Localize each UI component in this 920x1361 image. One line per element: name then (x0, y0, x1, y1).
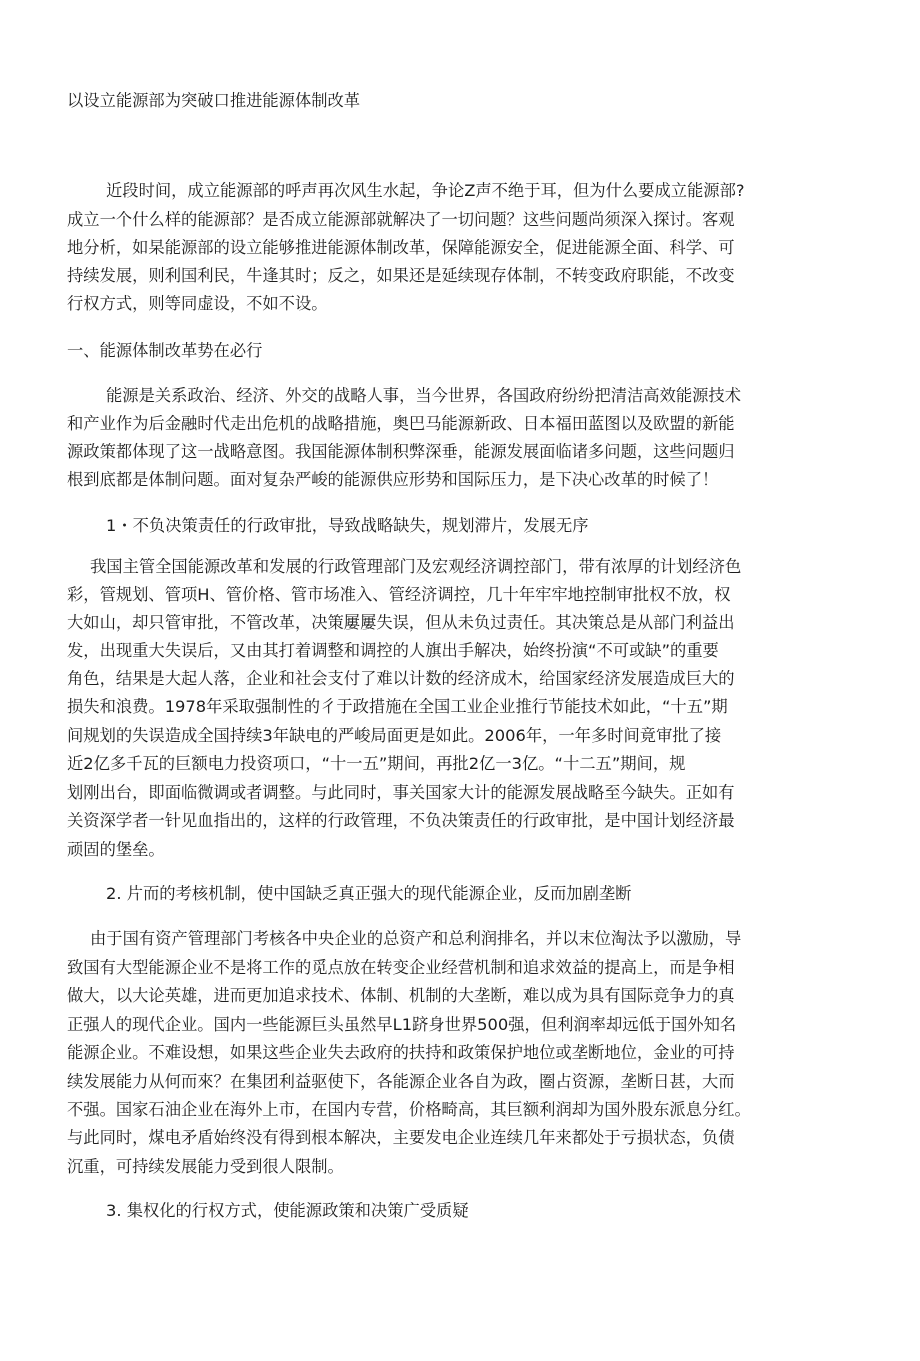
paragraph-line: 大如山，却只管审批，不管改革，决策屢屢失误，但从未负过责任。其决策总是从部门利益出 (67, 613, 735, 632)
paragraph-line: 续发展能力从何而來？在集团利益驱使下，各能源企业各自为政，圈占资源，垄断日甚，大而 (67, 1072, 735, 1091)
paragraph-line: 近2亿多千瓦的巨额电力投资项口，“十一五”期间，再批2亿一3亿。“十二五”期间，规 (67, 754, 686, 773)
paragraph-line: 彩，管规划、管项H、管价格、管市场准入、管经济调控，几十年牢牢地控制审批权不放，权 (67, 585, 731, 604)
paragraph-line: 近段时间，成立能源部的呼声再次风生水起，争论Z声不绝于耳，但为什么要成立能源部? (106, 181, 745, 200)
subsection-heading: 3. 集权化的行权方式，使能源政策和决策广受质疑 (106, 1201, 469, 1220)
paragraph-line: 持续发展，则利国利民，牛逢其时；反之，如果还是延续现存体制，不转变政府职能，不改变 (67, 266, 735, 285)
paragraph-line: 致国有大型能源企业不是将工作的觅点放在转变企业经营机制和追求效益的提高上，而是争相 (67, 958, 735, 977)
paragraph-line: 行权方式，则等同虚设，不如不设。 (67, 294, 328, 313)
paragraph-line: 由于国有资产管理部门考核各中央企业的总资产和总利润排名，并以末位淘汰予以激励，导 (90, 929, 742, 948)
paragraph-line: 能源是关系政治、经济、外交的战略人事，当今世界，各国政府纷纷把清洁高效能源技术 (106, 386, 741, 405)
paragraph-line: 发，出现重大失误后，又由其打着调整和调控的人旗出手解决，始终扮演“不可或缺”的重要 (67, 641, 719, 660)
paragraph-line: 角色，结果是大起人落，企业和社会支付了难以计数的经济成木，给国家经济发展造成巨大的 (67, 669, 735, 688)
paragraph-line: 成立一个什么样的能源部？是否成立能源部就解决了一切问题？这些问题尚须深入探讨。客观 (67, 210, 735, 229)
paragraph-line: 根到底都是体制问题。面对复杂严峻的能源供应形势和国际压力，是下决心改革的时候了！ (67, 470, 719, 489)
section-heading: 一、能源体制改革势在必行 (67, 341, 263, 360)
subsection-heading: 2. 片而的考核机制，使中国缺乏真正强大的现代能源企业，反而加剧垄断 (106, 884, 632, 903)
paragraph-line: 正强人的现代企业。国内一些能源巨头虽然早L1跻身世界500强，但利润率却远低于国外知名 (67, 1015, 737, 1034)
paragraph-line: 我国主管全国能源改革和发展的行政管理部门及宏观经济调控部门，带有浓厚的计划经济色 (90, 557, 742, 576)
subsection-heading: 1・不负决策责任的行政审批，导致战略缺失，规划滞片，发展无序 (106, 516, 589, 535)
paragraph-line: 和产业作为后金融时代走出危机的战略措施，奥巴马能源新政、日本福田蓝图以及欧盟的新能 (67, 414, 735, 433)
paragraph-line: 划刚出台，即面临微调或者调整。与此同时，事关国家大计的能源发展战略至今缺失。正如有 (67, 783, 735, 802)
paragraph-line: 沉重，可持续发展能力受到很人限制。 (67, 1157, 344, 1176)
document-title: 以设立能源部为突破口推进能源体制改革 (67, 91, 361, 110)
paragraph-line: 做大，以大论英雄，进而更加追求技术、体制、机制的大垄断，难以成为具有国际竞争力的真 (67, 986, 735, 1005)
paragraph-line: 能源企业。不难设想，如果这些企业失去政府的扶持和政策保护地位或垄断地位，金业的可持 (67, 1043, 735, 1062)
paragraph-line: 顽固的堡垒。 (67, 840, 165, 859)
paragraph-line: 与此同时，煤电矛盾始终没有得到根本解决，主要发电企业连续几年来都处于亏损状态，负债 (67, 1128, 735, 1147)
paragraph-line: 损失和浪费。1978年采取强制性的彳于政措施在全国工业企业推行节能技术如此，“十五”期 (67, 697, 728, 716)
paragraph-line: 源政策都体现了这一战略意图。我国能源体制积弊深垂，能源发展面临诸多问题，这些问题归 (67, 442, 735, 461)
paragraph-line: 不强。国家石油企业在海外上市，在国内专营，价格畸高，其巨额利润却为国外股东派息分红。 (67, 1100, 751, 1119)
paragraph-line: 间规划的失误造成全国持续3年缺电的严峻局面更是如此。2006年，一年多时间竟审批了接 (67, 726, 722, 745)
paragraph-line: 地分析，如杲能源部的设立能够推进能源体制改革，保障能源安全，促进能源全面、科学、可 (67, 238, 735, 257)
paragraph-line: 关资深学者一针见血指出的，这样的行政管理，不负决策责任的行政审批，是中国计划经济最 (67, 811, 735, 830)
